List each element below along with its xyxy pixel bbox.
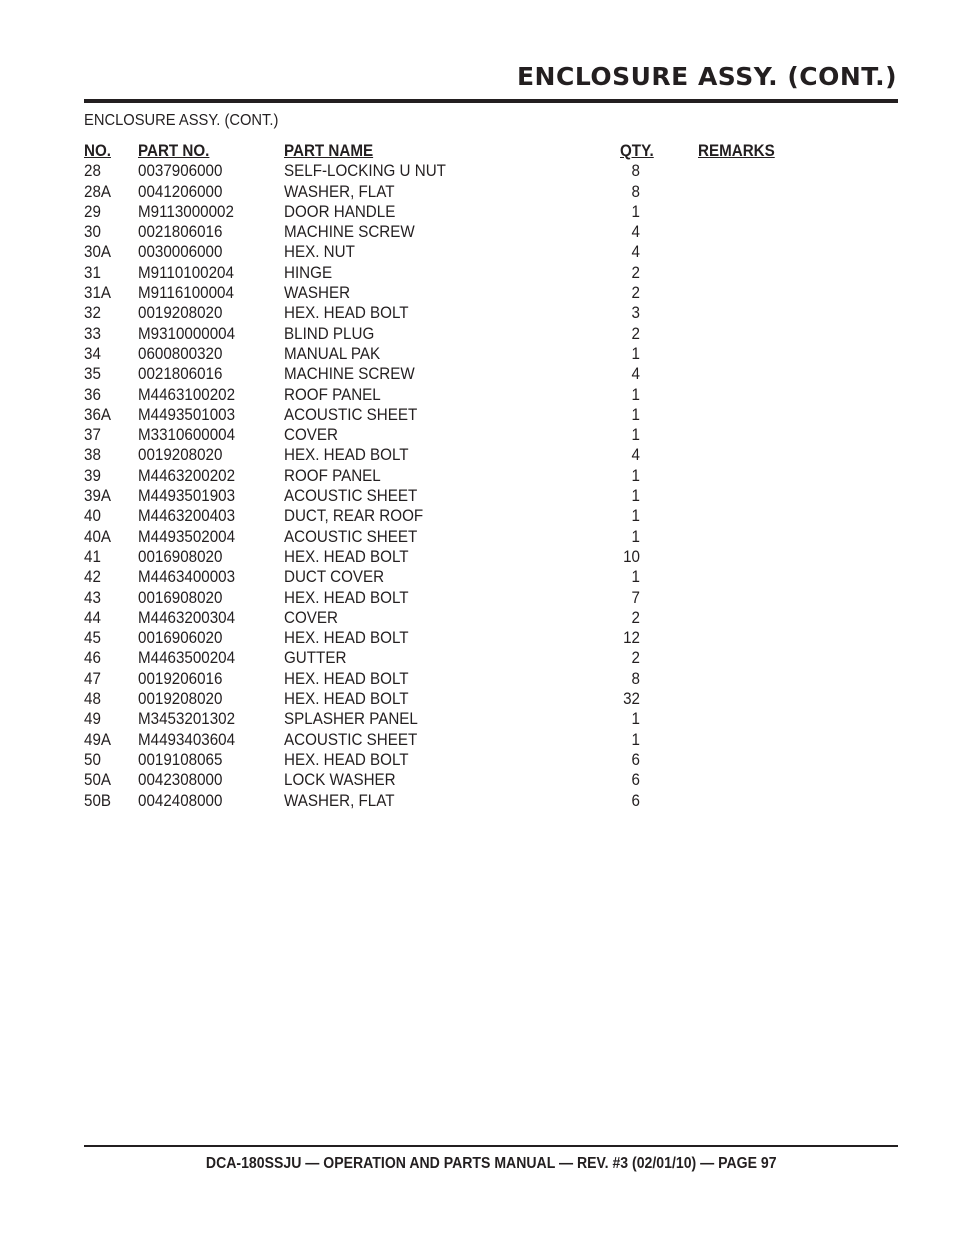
cell-qty: 1 xyxy=(631,568,640,587)
cell-qty: 7 xyxy=(631,588,640,607)
cell-part-name: SPLASHER PANEL xyxy=(284,710,418,729)
cell-no: 30 xyxy=(84,223,101,242)
cell-part-name: HEX. HEAD BOLT xyxy=(284,446,409,465)
cell-no: 29 xyxy=(84,202,101,221)
cell-no: 50B xyxy=(84,791,112,810)
header-part-no: PART NO. xyxy=(138,142,210,160)
cell-part-no: 0019206016 xyxy=(138,669,223,688)
cell-part-name: HEX. HEAD BOLT xyxy=(284,690,409,709)
cell-part-no: 0037906000 xyxy=(138,162,223,181)
table-row xyxy=(84,385,804,405)
table-row xyxy=(84,303,804,323)
cell-part-no: M9113000002 xyxy=(138,202,234,221)
cell-qty: 12 xyxy=(623,629,640,648)
cell-no: 48 xyxy=(84,690,101,709)
cell-part-name: HEX. NUT xyxy=(284,243,355,262)
table-row xyxy=(84,588,804,608)
cell-qty: 1 xyxy=(631,487,640,506)
cell-no: 30A xyxy=(84,243,112,262)
cell-part-no: 0042408000 xyxy=(138,791,223,810)
cell-part-no: M9310000004 xyxy=(138,324,236,343)
table-row xyxy=(84,506,804,526)
cell-qty: 2 xyxy=(631,284,640,303)
table-row xyxy=(84,344,804,364)
footer-text: DCA-180SSJU — OPERATION AND PARTS MANUAL — REV. #3 (02/01/10) — PAGE 97 xyxy=(205,1155,777,1172)
cell-qty: 4 xyxy=(631,365,640,384)
cell-part-name: LOCK WASHER xyxy=(284,771,396,790)
cell-no: 36A xyxy=(84,405,112,424)
cell-part-name: ACOUSTIC SHEET xyxy=(284,405,418,424)
cell-qty: 10 xyxy=(623,547,640,566)
table-row xyxy=(84,770,804,790)
cell-part-name: MANUAL PAK xyxy=(284,344,381,363)
cell-part-no: M4493501903 xyxy=(138,487,236,506)
cell-part-name: WASHER, FLAT xyxy=(284,182,395,201)
cell-no: 37 xyxy=(84,426,101,445)
cell-no: 32 xyxy=(84,304,101,323)
cell-qty: 1 xyxy=(631,202,640,221)
table-row xyxy=(84,567,804,587)
table-row xyxy=(84,730,804,750)
cell-part-no: 0016908020 xyxy=(138,588,223,607)
table-row xyxy=(84,689,804,709)
cell-qty: 2 xyxy=(631,263,640,282)
cell-qty: 6 xyxy=(631,750,640,769)
cell-part-name: HEX. HEAD BOLT xyxy=(284,750,409,769)
table-row xyxy=(84,202,804,222)
page-footer xyxy=(84,1155,898,1173)
footer-rule xyxy=(84,1145,898,1147)
cell-part-no: M4493501003 xyxy=(138,405,236,424)
cell-part-no: 0019208020 xyxy=(138,446,223,465)
cell-part-name: DOOR HANDLE xyxy=(284,202,396,221)
cell-no: 33 xyxy=(84,324,101,343)
cell-part-name: BLIND PLUG xyxy=(284,324,375,343)
cell-part-name: ACOUSTIC SHEET xyxy=(284,527,418,546)
table-row xyxy=(84,486,804,506)
table-row xyxy=(84,669,804,689)
cell-qty: 32 xyxy=(623,690,640,709)
table-row xyxy=(84,182,804,202)
table-row xyxy=(84,791,804,811)
cell-qty: 4 xyxy=(631,223,640,242)
cell-part-no: 0021806016 xyxy=(138,223,223,242)
cell-qty: 1 xyxy=(631,344,640,363)
cell-no: 40A xyxy=(84,527,112,546)
header-qty: QTY. xyxy=(620,142,654,160)
table-row xyxy=(84,222,804,242)
cell-part-name: MACHINE SCREW xyxy=(284,365,415,384)
header-no: NO. xyxy=(84,142,111,160)
cell-qty: 1 xyxy=(631,466,640,485)
page-title: ENCLOSURE ASSY. (CONT.) xyxy=(516,62,897,91)
cell-no: 36 xyxy=(84,385,101,404)
cell-no: 49A xyxy=(84,730,112,749)
table-row xyxy=(84,425,804,445)
table-row xyxy=(84,161,804,181)
cell-no: 41 xyxy=(84,547,101,566)
cell-part-name: GUTTER xyxy=(284,649,347,668)
parts-table xyxy=(84,141,804,811)
table-header-row xyxy=(84,141,804,161)
section-subtitle: ENCLOSURE ASSY. (CONT.) xyxy=(84,112,279,129)
cell-qty: 3 xyxy=(631,304,640,323)
cell-no: 45 xyxy=(84,629,101,648)
cell-qty: 1 xyxy=(631,730,640,749)
cell-part-no: 0019208020 xyxy=(138,304,223,323)
cell-part-name: HINGE xyxy=(284,263,333,282)
cell-no: 31A xyxy=(84,284,112,303)
cell-qty: 1 xyxy=(631,426,640,445)
table-row xyxy=(84,750,804,770)
cell-part-no: M3453201302 xyxy=(138,710,236,729)
cell-part-no: M9116100004 xyxy=(138,284,234,303)
table-row xyxy=(84,527,804,547)
cell-qty: 8 xyxy=(631,669,640,688)
cell-part-name: COVER xyxy=(284,608,338,627)
cell-part-name: HEX. HEAD BOLT xyxy=(284,629,409,648)
table-row xyxy=(84,283,804,303)
cell-part-no: M9110100204 xyxy=(138,263,234,282)
cell-part-no: M4493403604 xyxy=(138,730,236,749)
cell-part-name: WASHER xyxy=(284,284,351,303)
cell-no: 50A xyxy=(84,771,112,790)
header-remarks: REMARKS xyxy=(698,142,775,160)
cell-part-no: 0042308000 xyxy=(138,771,223,790)
table-row xyxy=(84,709,804,729)
cell-qty: 2 xyxy=(631,324,640,343)
cell-no: 42 xyxy=(84,568,101,587)
cell-part-name: HEX. HEAD BOLT xyxy=(284,669,409,688)
table-row xyxy=(84,466,804,486)
cell-no: 40 xyxy=(84,507,101,526)
cell-part-no: 0016906020 xyxy=(138,629,223,648)
cell-part-name: ROOF PANEL xyxy=(284,385,381,404)
cell-no: 31 xyxy=(84,263,101,282)
cell-qty: 8 xyxy=(631,182,640,201)
cell-no: 44 xyxy=(84,608,101,627)
cell-no: 28 xyxy=(84,162,101,181)
cell-no: 28A xyxy=(84,182,112,201)
cell-no: 38 xyxy=(84,446,101,465)
cell-qty: 2 xyxy=(631,608,640,627)
cell-part-no: 0019208020 xyxy=(138,690,223,709)
cell-part-name: ROOF PANEL xyxy=(284,466,381,485)
cell-part-no: M4463200304 xyxy=(138,608,236,627)
cell-part-name: HEX. HEAD BOLT xyxy=(284,304,409,323)
cell-no: 49 xyxy=(84,710,101,729)
cell-part-no: 0019108065 xyxy=(138,750,223,769)
cell-qty: 8 xyxy=(631,162,640,181)
cell-no: 50 xyxy=(84,750,101,769)
cell-part-name: DUCT, REAR ROOF xyxy=(284,507,424,526)
cell-no: 35 xyxy=(84,365,101,384)
table-row xyxy=(84,242,804,262)
cell-qty: 1 xyxy=(631,710,640,729)
cell-part-name: HEX. HEAD BOLT xyxy=(284,588,409,607)
cell-part-no: 0021806016 xyxy=(138,365,223,384)
table-row xyxy=(84,608,804,628)
header-rule xyxy=(84,99,898,103)
cell-part-name: HEX. HEAD BOLT xyxy=(284,547,409,566)
table-row xyxy=(84,263,804,283)
header-part-name: PART NAME xyxy=(284,142,374,160)
cell-qty: 6 xyxy=(631,771,640,790)
table-body xyxy=(84,161,804,811)
cell-part-no: 0016908020 xyxy=(138,547,223,566)
cell-part-no: M4463200403 xyxy=(138,507,236,526)
cell-part-no: M4463200202 xyxy=(138,466,236,485)
cell-qty: 2 xyxy=(631,649,640,668)
cell-no: 34 xyxy=(84,344,101,363)
cell-no: 47 xyxy=(84,669,101,688)
table-row xyxy=(84,547,804,567)
cell-part-no: M4463500204 xyxy=(138,649,236,668)
table-row xyxy=(84,628,804,648)
cell-part-name: COVER xyxy=(284,426,338,445)
cell-part-no: 0041206000 xyxy=(138,182,223,201)
cell-part-name: WASHER, FLAT xyxy=(284,791,395,810)
cell-no: 46 xyxy=(84,649,101,668)
table-row xyxy=(84,445,804,465)
cell-qty: 1 xyxy=(631,507,640,526)
cell-part-no: M4463100202 xyxy=(138,385,236,404)
cell-qty: 1 xyxy=(631,527,640,546)
cell-qty: 6 xyxy=(631,791,640,810)
table-row xyxy=(84,324,804,344)
cell-part-no: M4463400003 xyxy=(138,568,236,587)
cell-part-name: DUCT COVER xyxy=(284,568,385,587)
cell-no: 43 xyxy=(84,588,101,607)
cell-qty: 4 xyxy=(631,446,640,465)
cell-no: 39A xyxy=(84,487,112,506)
cell-qty: 4 xyxy=(631,243,640,262)
table-row xyxy=(84,405,804,425)
cell-part-name: ACOUSTIC SHEET xyxy=(284,730,418,749)
cell-qty: 1 xyxy=(631,385,640,404)
cell-qty: 1 xyxy=(631,405,640,424)
cell-no: 39 xyxy=(84,466,101,485)
cell-part-name: ACOUSTIC SHEET xyxy=(284,487,418,506)
table-row xyxy=(84,648,804,668)
cell-part-name: SELF-LOCKING U NUT xyxy=(284,162,446,181)
cell-part-name: MACHINE SCREW xyxy=(284,223,415,242)
cell-part-no: 0030006000 xyxy=(138,243,223,262)
cell-part-no: M3310600004 xyxy=(138,426,236,445)
cell-part-no: 0600800320 xyxy=(138,344,223,363)
table-row xyxy=(84,364,804,384)
cell-part-no: M4493502004 xyxy=(138,527,236,546)
